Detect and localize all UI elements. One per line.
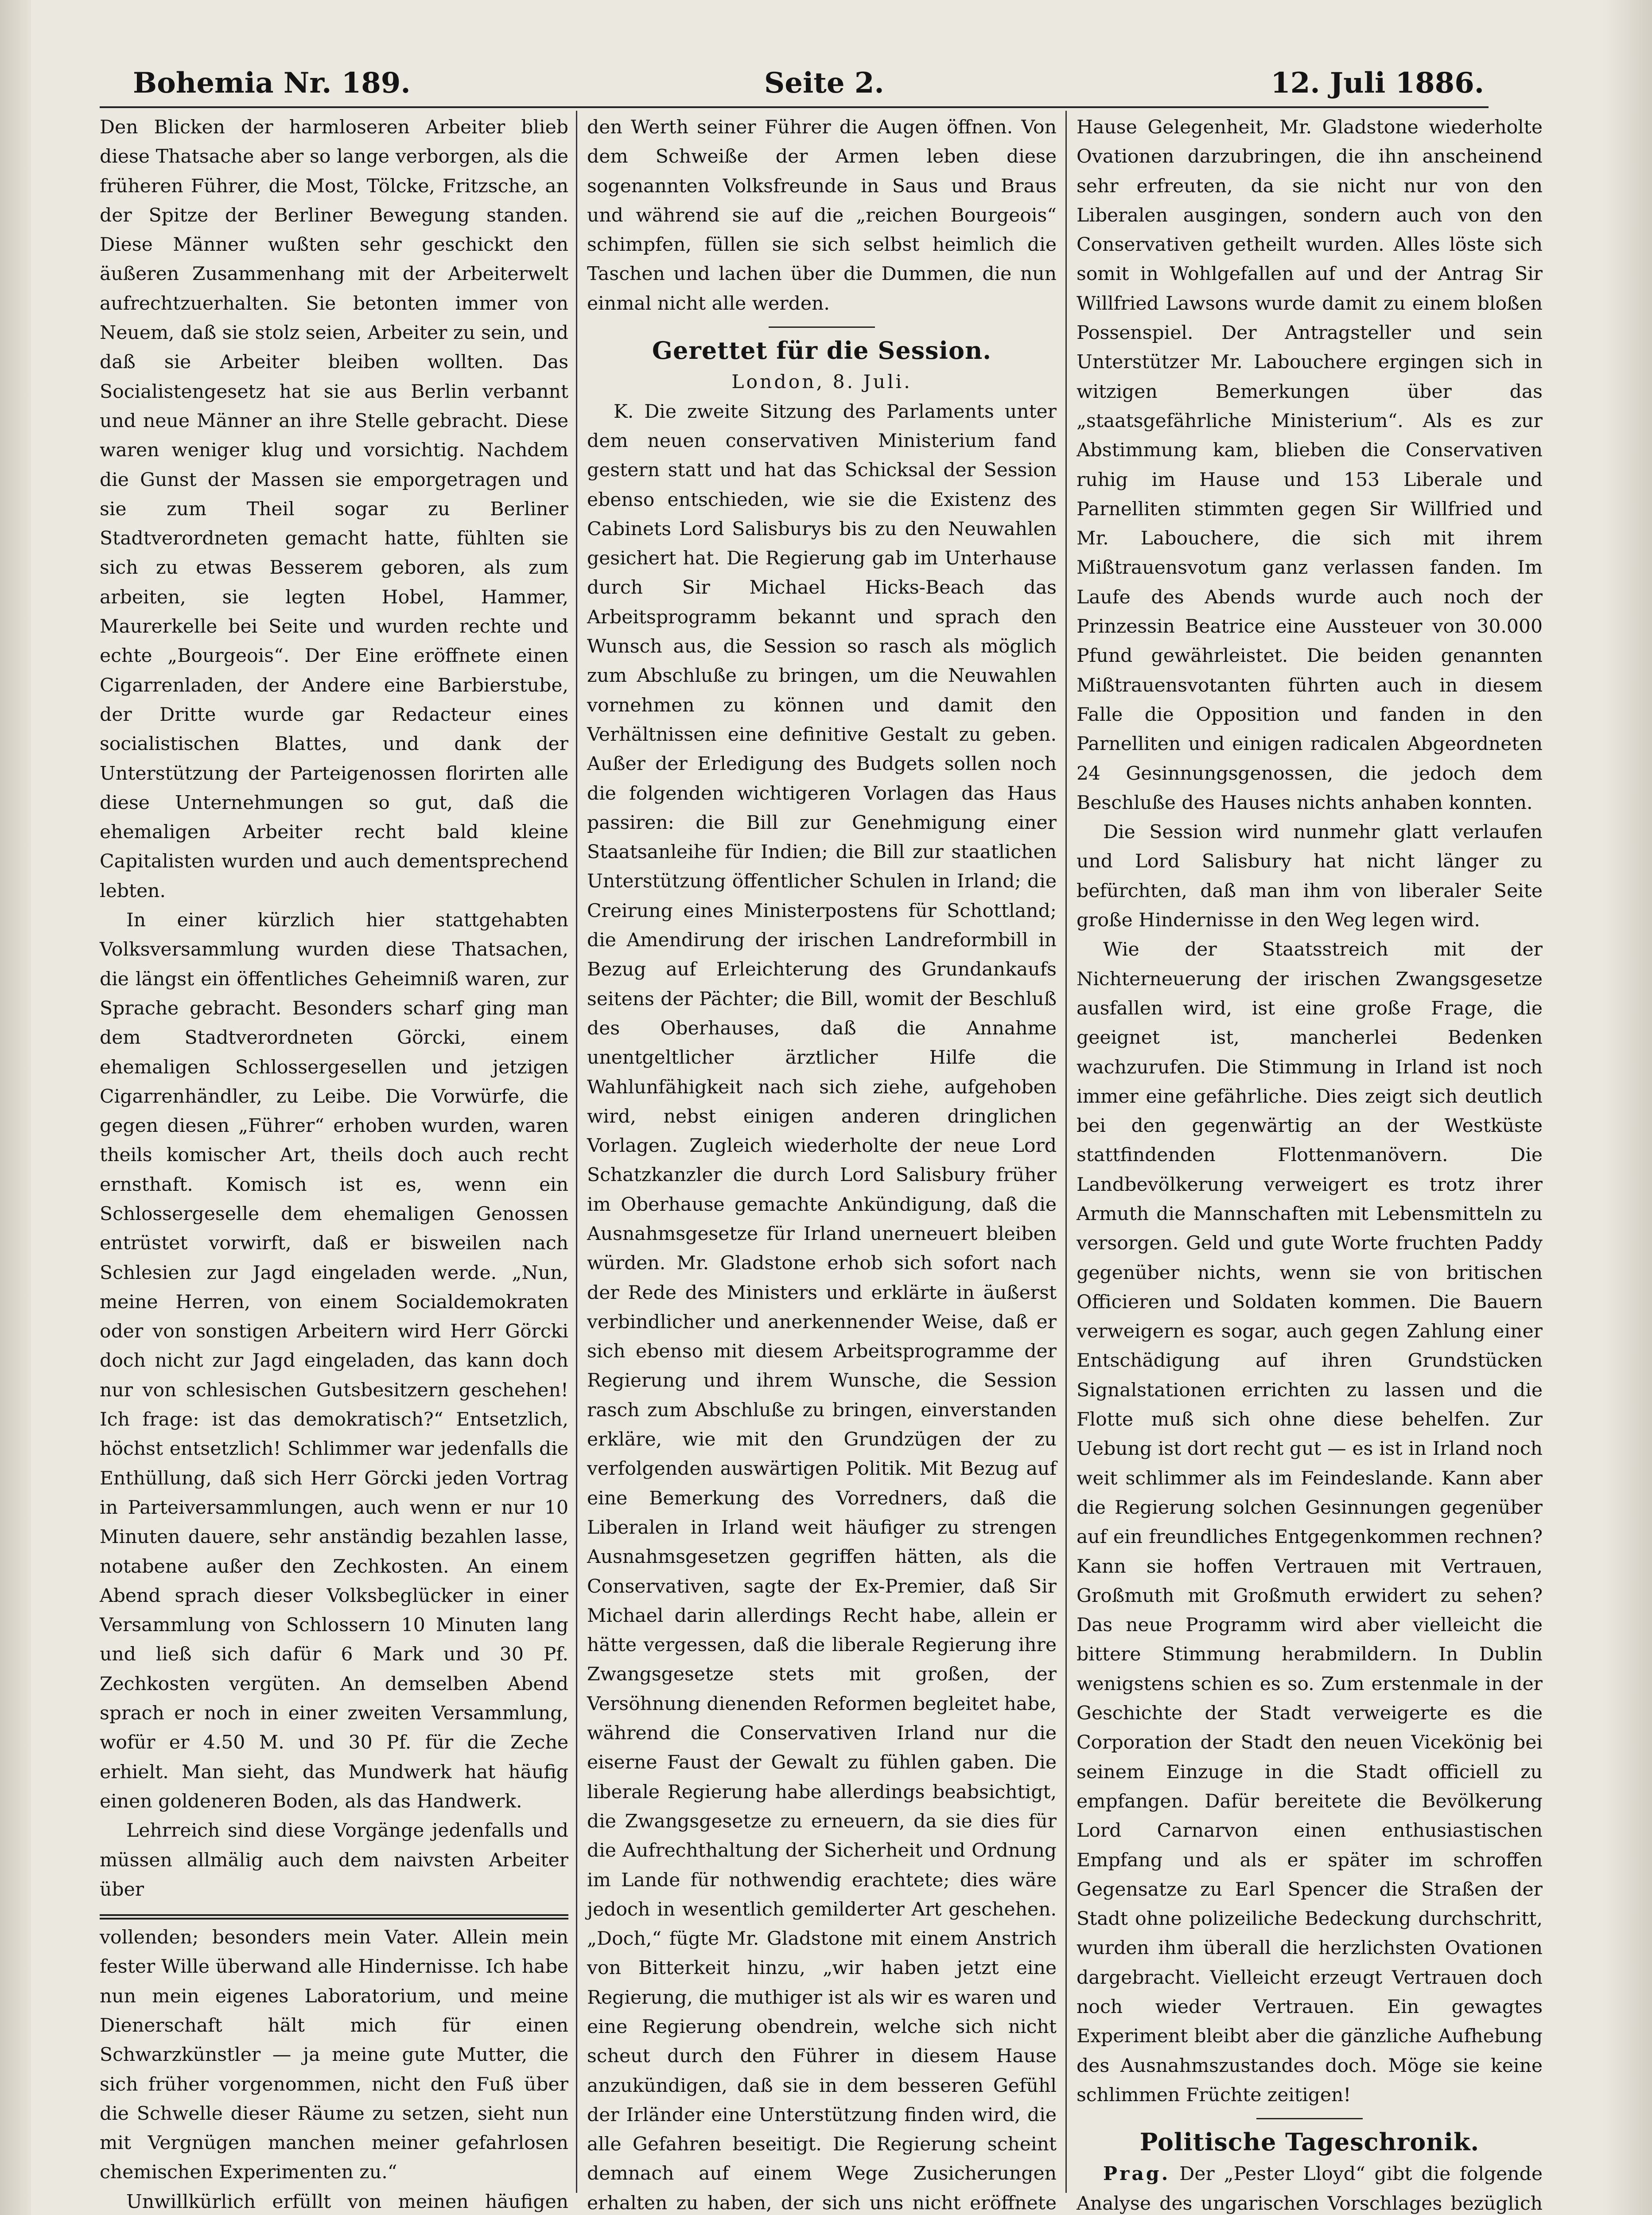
article-paragraph: Hause Gelegenheit, Mr. Gladstone wiederholte Ovationen darzubringen, die ihn anscheinend sehr erfreuten, da sie nicht nur von den Liberalen ausgingen, sondern auch von den Conservativen getheilt wurden. Alles löste sich somit in Wohlgefallen auf und der Antrag Sir Willfried Lawsons wurde damit zu einem bloßen Possenspiel. Der Antragsteller und sein Unterstützer Mr. Labouchere ergingen sich in witzigen Bemerkungen über das „staatsgefährliche Ministerium“. Als es zur Abstimmung kam, blieben die Conservativen ruhig im Hause und 153 Liberale und Parnelliten stimmten gegen Sir Willfried und Mr. Labouchere, die sich mit ihrem Mißtrauensvotum ganz verlassen fanden. Im Laufe des Abends wurde auch noch der Prinzessin Beatrice eine Aussteuer von 30.000 Pfund gewährleistet. Die beiden genannten Mißtrauensvotanten führten auch in diesem Falle die Opposition und fanden in den Parnelliten und einigen radicalen Abgeordneten 24 Gesinnungsgenossen, die jedoch dem Beschluße des Hauses nichts anhaben konnten.	[1077, 117, 1543, 814]
feuilleton-paragraph: Unwillkürlich erfüllt von meinen häufigen	[126, 2191, 568, 2213]
article-paragraph: Wie der Staatsstreich mit der Nichterneuerung der irischen Zwangsgesetze ausfallen wird, ist eine große Frage, die geeignet ist, mancherlei Bedenken wachzurufen. Die Stimmung in Irland ist noch immer eine gefährliche. Dies zeigt sich deutlich bei den gegenwärtig an der Westküste stattfindenden Flottenmanövern. Die Landbevölkerung verweigert es trotz ihrer Armuth die Mannschaften mit Lebensmitteln zu versorgen. Geld und gute Worte fruchten Paddy gegenüber nichts, wenn sie von britischen Officieren und Soldaten kommen. Die Bauern verweigern es sogar, auch gegen Zahlung einer Entschädigung auf ihren Grundstücken Signalstationen errichten zu lassen und die Flotte muß sich ohne diese behelfen. Zur Uebung ist dort recht gut — es ist in Irland noch weit schlimmer als im Feindeslande. Kann aber die Regierung solchen Gesinnungen gegenüber auf ein freundliches Entgegenkommen rechnen? Kann sie hoffen Vertrauen mit Vertrauen, Großmuth mit Großmuth erwidert zu sehen? Das neue Programm wird aber vielleicht die bittere Stimmung herabmildern. In Dublin wenigstens schien es so. Zum erstenmale in der Geschichte der Stadt verweigerte es die Corporation der Stadt den neuen Vicekönig bei seinem Einzuge in die Stadt officiell zu empfangen. Dafür bereitete die Bevölkerung Lord Carnarvon einen enthusiastischen Empfang und als er später im schroffen Gegensatze zu Earl Spencer die Straßen der Stadt ohne polizeiliche Bedeckung durchschritt, wurden ihm überall die herzlichsten Ovationen dargebracht. Vielleicht erzeugt Vertrauen doch noch wieder Vertrauen. Ein gewagtes Experiment bleibt aber die gänzliche Aufhebung des Ausnahmszustandes doch. Möge sie keine schlimmen Früchte zeitigen!	[1077, 939, 1543, 2106]
header-publication: Bohemia Nr. 189.	[133, 66, 411, 100]
article-paragraph: Lehrreich sind diese Vorgänge jedenfalls und müssen allmälig auch dem naivsten Arbeiter über	[100, 1820, 568, 1900]
feuilleton-separator	[100, 1914, 568, 1920]
column-2	[587, 113, 1057, 2214]
article-paragraph: In einer kürzlich hier stattgehabten Volksversammlung wurden diese Thatsachen, die längst ein öffentliches Geheimniß waren, zur Sprache gebracht. Besonders scharf ging man dem Stadtverordneten Görcki, einem ehemaligen Schlossergesellen und jetzigen Cigarrenhändler, zu Leibe. Die Vorwürfe, die gegen diesen „Führer“ erhoben wurden, waren theils komischer Art, theils doch auch recht ernsthaft. Komisch ist es, wenn ein Schlossergeselle dem ehemaligen Genossen entrüstet vorwirft, daß er bisweilen nach Schlesien zur Jagd eingeladen werde. „Nun, meine Herren, von einem Socialdemokraten oder von sonstigen Arbeitern wird Herr Görcki doch nicht zur Jagd eingeladen, das kann doch nur von schlesischen Gutsbesitzern geschehen! Ich frage: ist das demokratisch?“ Entsetzlich, höchst entsetzlich! Schlimmer war jedenfalls die Enthüllung, daß sich Herr Görcki jeden Vortrag in Parteiversammlungen, auch wenn er nur 10 Minuten dauere, sehr anständig bezahlen lasse, notabene außer den Zechkosten. An einem Abend sprach dieser Volksbeglücker in einer Versammlung von Schlossern 10 Minuten lang und ließ sich dafür 6 Mark und 30 Pf. Zechkosten vergüten. An demselben Abend sprach er noch in einer zweiten Versammlung, wofür er 4.50 M. und 30 Pf. für die Zeche erhielt. Man sieht, das Mundwerk hat häufig einen goldeneren Boden, als das Handwerk.	[100, 909, 568, 1812]
page-header	[133, 66, 1484, 106]
feuilleton-paragraph: vollenden; besonders mein Vater. Allein mein fester Wille überwand alle Hindernisse. Ich habe nun mein eigenes Laboratorium, und meine Dienerschaft hält mich für einen Schwarzkünstler — ja meine gute Mutter, die sich früher vorgenommen, nicht den Fuß über die Schwelle dieser Räume zu setzen, sieht nun mit Vergnügen manchen meiner gefahrlosen chemischen Experimenten zu.“	[100, 1927, 568, 2184]
section-rule	[1256, 2118, 1363, 2119]
header-date: 12. Juli 1886.	[1271, 66, 1484, 100]
dateline: London, 8. Juli.	[731, 371, 912, 393]
column-divider-2	[1065, 111, 1067, 2193]
paragraph-text: Der „Pester Lloyd“ gibt die folgende Analyse des ungarischen Vorschlages bezüglich	[1077, 2163, 1543, 2215]
header-rule	[100, 106, 1489, 108]
column-3	[1077, 113, 1543, 2215]
column-1	[100, 113, 568, 2211]
paragraph-lead-location: Prag.	[1103, 2163, 1170, 2185]
header-page-number: Seite 2.	[764, 66, 884, 100]
column-divider-1	[576, 111, 577, 2193]
article-paragraph: den Werth seiner Führer die Augen öffnen. Von dem Schweiße der Armen leben diese sogenannten Volksfreunde in Saus und Braus und während sie auf die „reichen Bourgeois“ schimpfen, füllen sie sich selbst heimlich die Taschen und lachen über die Dummen, die nun einmal nicht alle werden.	[587, 117, 1057, 315]
article-paragraph	[1077, 2159, 1543, 2215]
article-paragraph: K. Die zweite Sitzung des Parlaments unter dem neuen conservativen Ministerium fand gestern statt und hat das Schicksal der Session ebenso entschieden, wie sie die Existenz des Cabinets Lord Salisburys bis zu den Neuwahlen gesichert hat. Die Regierung gab im Unterhause durch Sir Michael Hicks-Beach das Arbeitsprogramm bekannt und sprach den Wunsch aus, die Session so rasch als möglich zum Abschluße zu bringen, um die Neuwahlen vornehmen zu können und damit den Verhältnissen eine definitive Gestalt zu geben. Außer der Erledigung des Budgets sollen noch die folgenden wichtigeren Vorlagen das Haus passiren: die Bill zur Genehmigung einer Staatsanleihe für Indien; die Bill zur staatlichen Unterstützung öffentlicher Schulen in Irland; die Creirung eines Ministerpostens für Schottland; die Amendirung der irischen Landreformbill in Bezug auf Erleichterung des Grundankaufs seitens der Pächter; die Bill, womit der Beschluß des Oberhauses, daß die Annahme unentgeltlicher ärztlicher Hilfe die Wahlunfähigkeit nach sich ziehe, aufgehoben wird, nebst einigen anderen dringlichen Vorlagen. Zugleich wiederholte der neue Lord Schatzkanzler die durch Lord Salisbury früher im Oberhause gemachte Ankündigung, daß die Ausnahmsgesetze für Irland unerneuert bleiben würden. Mr. Gladstone erhob sich sofort nach der Rede des Ministers und erklärte in äußerst verbindlicher und anerkennender Weise, daß er sich ebenso mit diesem Arbeitsprogramme der Regierung und ihrem Wunsche, die Session rasch zum Abschluße zu bringen, einverstanden erkläre, wie mit den Grundzügen der zu verfolgenden auswärtigen Politik. Mit Bezug auf eine Bemerkung des Vorredners, daß die Liberalen in Irland weit häufiger zu strengen Ausnahmsgesetzen gegriffen hätten, als die Conservativen, sagte der Ex-Premier, daß Sir Michael darin allerdings Recht habe, allein er hätte vergessen, daß die liberale Regierung ihre Zwangsgesetze stets mit großen, der Versöhnung dienenden Reformen begleitet habe, während die Conservativen Irland nur die eiserne Faust der Gewalt zu fühlen gaben. Die liberale Regierung habe allerdings beabsichtigt, die Zwangsgesetze zu erneuern, da sie dies für die Aufrechthaltung der Sicherheit und Ordnung im Lande für nothwendig erachtete; dies wäre jedoch in wesentlich gemilderter Art geschehen. „Doch,“ fügte Mr. Gladstone mit einem Anstrich von Bitterkeit hinzu, „wir haben jetzt eine Regierung, die muthiger ist als wir es waren und eine Regierung obendrein, welche sich nicht scheut durch den Führer in diesem Hause anzukündigen, daß sie in dem besseren Gefühl der Irländer eine Unterstützung finden wird, die alle Gefahren beseitigt. Die Regierung scheint demnach auf einem Wege Zusicherungen erhalten zu haben, der sich uns nicht eröffnete	[587, 400, 1057, 2214]
article-heading: Gerettet für die Session.	[652, 336, 992, 365]
page-right-edge-shadow	[1603, 0, 1652, 2215]
section-rule	[769, 326, 875, 328]
article-heading: Politische Tageschronik.	[1139, 2128, 1480, 2157]
article-paragraph: Die Session wird nunmehr glatt verlaufen und Lord Salisbury hat nicht länger zu befürchten, daß man ihm von liberaler Seite große Hindernisse in den Weg legen wird.	[1077, 821, 1543, 932]
article-paragraph: Den Blicken der harmloseren Arbeiter blieb diese Thatsache aber so lange verborgen, als die früheren Führer, die Most, Tölcke, Fritzsche, an der Spitze der Berliner Bewegung standen. Diese Männer wußten sehr geschickt den äußeren Zusammenhang mit der Arbeiterwelt aufrechtzuerhalten. Sie betonten immer von Neuem, daß sie stolz seien, Arbeiter zu sein, und daß sie Arbeiter bleiben wollten. Das Socialistengesetz hat sie aus Berlin verbannt und neue Männer an ihre Stelle gebracht. Diese waren weniger klug und vorsichtig. Nachdem die Gunst der Massen sie emporgetragen und sie zum Theil sogar zu Berliner Stadtverordneten gemacht hatte, fühlten sie sich zu etwas Besserem geboren, als zum arbeiten, sie legten Hobel, Hammer, Maurerkelle bei Seite und wurden rechte und echte „Bourgeois“. Der Eine eröffnete einen Cigarrenladen, der Andere eine Barbierstube, der Dritte wurde gar Redacteur eines socialistischen Blattes, und dank der Unterstützung der Parteigenossen florirten alle diese Unternehmungen so gut, daß die ehemaligen Arbeiter recht bald kleine Capitalisten wurden und auch dementsprechend lebten.	[100, 117, 568, 902]
page-left-edge-shadow	[0, 0, 31, 2215]
